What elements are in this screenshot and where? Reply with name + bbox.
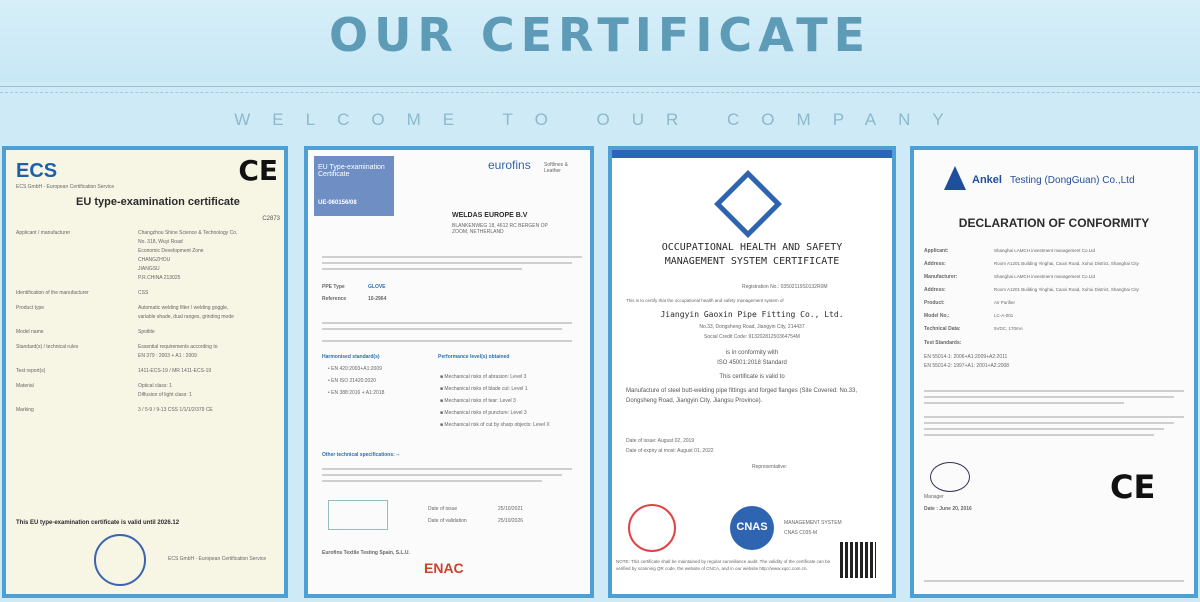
doc-date: Date : June 20, 2016 <box>924 506 972 512</box>
date-of-issue: Date of issue: August 02, 2019 <box>626 438 695 444</box>
red-seal-stamp <box>628 504 676 552</box>
level-item: ■ Mechanical risks of tear: Level 3 <box>440 398 516 404</box>
standard-item: • EN 388:2016 + A1:2018 <box>328 390 385 396</box>
company-name: WELDAS EUROPE B.V <box>452 212 528 219</box>
ce-mark: CE <box>238 154 278 187</box>
eurofins-logo-subtitle: Softlines & Leather <box>544 162 568 174</box>
qr-code-icon[interactable] <box>840 542 876 578</box>
field-value: CHANGZHOU <box>138 257 171 263</box>
field-value: Optical class: 1 <box>138 383 172 389</box>
date-of-expiry: Date of expiry at most: August 01, 2022 <box>626 448 714 454</box>
ecs-heading: EU type-examination certificate <box>76 196 240 208</box>
text-line <box>322 480 542 482</box>
text-line <box>924 434 1154 436</box>
level-item: ■ Mechanical risks of blade cut: Level 1 <box>440 386 528 392</box>
certificate-card-eurofins[interactable] <box>304 146 594 598</box>
other-specs: Other technical specifications: -- <box>322 452 400 458</box>
eurofins-footer: Eurofins Textile Testing Spain, S.L.U. <box>322 550 410 556</box>
test-standard-item: EN 55014-2: 1997+A1: 2001+A2:2008 <box>924 363 1010 369</box>
signature-box <box>328 500 388 530</box>
cnas-number: CNAS C035-M <box>784 530 818 536</box>
field-value: Essential requirements according to <box>138 344 218 350</box>
doc-heading: DECLARATION OF CONFORMITY <box>958 216 1150 230</box>
field-label: Applicant: <box>924 248 949 254</box>
badge-number: UE-060156/08 <box>318 200 357 206</box>
credit-code: Social Credit Code: 91320281250364754M <box>704 334 800 340</box>
certificate-scope: Manufacture of steel butt-welding pipe fittings and forged flanges (Site Covered: No.33, Dongsheng Road, Jiangyin City, Jiangsu Province). <box>626 388 858 404</box>
cnas-caption: MANAGEMENT SYSTEM <box>784 520 842 526</box>
level-item: ■ Mechanical risk of cut by sharp objects: Level X <box>440 422 550 428</box>
divider <box>0 86 1200 87</box>
ecs-seal-stamp <box>94 534 146 586</box>
standards-heading: Harmonised standard(s) <box>322 354 380 360</box>
company-address: BLANKENWEG 18, 4612 RC BERGEN OP ZOOM, NETHERLAND <box>452 223 548 235</box>
level-item: ■ Mechanical risks of puncture: Level 3 <box>440 410 527 416</box>
field-value: CSS <box>138 290 149 296</box>
representative-label: Representative: <box>752 464 788 470</box>
field-label: Identification of the manufacturer <box>16 290 89 296</box>
field-value: LC-A-001 <box>994 313 1014 318</box>
signature-mark <box>930 462 970 492</box>
ecs-footer: ECS GmbH - European Certification Service <box>168 556 267 562</box>
level-item: ■ Mechanical risks of abrasion: Level 3 <box>440 374 527 380</box>
field-value: Room A1201 Building Yinghai, Caoxi Road, Xuhui District, Shanghai City <box>994 287 1139 292</box>
ohs-company: Jiangyin Gaoxin Pipe Fitting Co., Ltd. <box>660 310 844 319</box>
field-value: Automatic welding filter / welding goggle, <box>138 305 229 311</box>
field-label: Material <box>16 383 34 389</box>
field-value: Economic Development Zone <box>138 248 204 254</box>
ankel-company: Testing (DongGuan) Co.,Ltd <box>1010 175 1135 186</box>
date-issue: 25/10/2021 <box>498 506 524 512</box>
field-label: Address: <box>924 287 946 293</box>
ecs-logo-subtitle: ECS GmbH - European Certification Service <box>16 184 115 190</box>
badge-title: EU Type-examination Certificate <box>318 164 385 178</box>
text-line <box>924 422 1174 424</box>
footer-line <box>924 580 1184 582</box>
field-label: Model No.: <box>924 313 950 319</box>
field-label: Model name <box>16 329 44 335</box>
text-line <box>322 322 572 324</box>
registration-number: Registration No.: 03502119S0132R0M <box>742 284 828 290</box>
field-value: 3 / 5-9 / 9-13 CSS 1/1/1/2/379 CE <box>138 407 213 413</box>
field-label: Applicant / manufacturer <box>16 230 71 236</box>
certificate-card-ankel[interactable] <box>910 146 1198 598</box>
standard-item: • EN 420:2003+A1:2009 <box>328 366 382 372</box>
field-value: Diffusion of light class: 1 <box>138 392 192 398</box>
text-line <box>924 396 1174 398</box>
signer-title: Manager <box>924 494 944 500</box>
field-value: JIANGSU <box>138 266 160 272</box>
standard-item: • EN ISO 21420:2020 <box>328 378 376 384</box>
test-standards-heading: Test Standards: <box>924 340 962 346</box>
text-line <box>924 390 1184 392</box>
field-value: Air Purifier <box>994 300 1016 305</box>
date-issue-label: Date of issue <box>428 506 458 512</box>
field-label: Test report(s) <box>16 368 46 374</box>
certify-line: This is to certify that the occupational health and safety management system of <box>626 298 784 303</box>
page-subtitle: WELCOME TO OUR COMPANY <box>234 110 966 129</box>
field-value: variable shade, dual ranges, grinding mode <box>138 314 234 320</box>
field-label: Marking <box>16 407 34 413</box>
field-value: 5VDC, 170mA <box>994 326 1023 331</box>
text-line <box>924 416 1184 418</box>
text-line <box>322 474 562 476</box>
divider-dashed <box>0 92 1200 93</box>
certifier-logo-icon <box>714 170 782 238</box>
field-value: Spotlite <box>138 329 155 335</box>
eurofins-logo: eurofins <box>488 158 531 172</box>
certificate-card-ohs[interactable] <box>608 146 896 598</box>
field-label: Address: <box>924 261 946 267</box>
field-value: No. 318, Wuyi Road <box>138 239 183 245</box>
field-value: 1411-ECS-19 / MR 1411-ECS-19 <box>138 368 212 374</box>
ppe-type: GLOVE <box>368 284 386 290</box>
ankel-logo-icon <box>944 166 966 190</box>
ohs-address: No.33, Dongsheng Road, Jiangyin City, 214437 <box>699 324 805 330</box>
field-label: Standard(s) / technical rules <box>16 344 79 350</box>
text-line <box>322 262 572 264</box>
page-title: OUR CERTIFICATE <box>328 8 872 62</box>
test-standard-item: EN 55014-1: 2006+A1:2009+A2:2011 <box>924 354 1008 360</box>
ecs-validity: This EU type-examination certificate is valid until 2026.12 <box>16 520 180 526</box>
reference-label: Reference <box>322 296 347 302</box>
field-label: Manufacturer: <box>924 274 958 280</box>
field-value: Room A1201 Building Yinghai, Caoxi Road, Xuhui District, Shanghai City <box>994 261 1139 266</box>
text-line <box>322 328 562 330</box>
text-line <box>322 468 572 470</box>
field-value: Shanghai LAMCH investment management Co.Ltd <box>994 248 1096 253</box>
iso-standard: ISO 45001:2018 Standard <box>717 360 787 366</box>
valid-line: This certificate is valid to <box>719 374 785 380</box>
field-label: Product type <box>16 305 45 311</box>
text-line <box>322 340 572 342</box>
text-line <box>322 268 522 270</box>
ohs-heading-line1: OCCUPATIONAL HEALTH AND SAFETY <box>661 242 843 253</box>
ppe-type-label: PPE Type <box>322 284 345 290</box>
ohs-note: NOTE: This certificate shall be maintained by regular surveillance audit. The validity of the certificate can be verified by scanning QR code, the website of CNCA, and in our website http://www.xqcc.com.cn. <box>616 559 831 571</box>
text-line <box>322 256 582 258</box>
cnas-logo: CNAS <box>736 521 768 533</box>
levels-heading: Performance level(s) obtained <box>438 354 510 360</box>
ecs-number: C2873 <box>262 216 280 222</box>
conformity-line: is in conformity with <box>725 350 779 356</box>
text-line <box>924 428 1164 430</box>
reference-value: 10-2964 <box>368 296 387 302</box>
ohs-heading-line2: MANAGEMENT SYSTEM CERTIFICATE <box>664 256 840 267</box>
date-valid-label: Date of validation <box>428 518 467 524</box>
field-label: Technical Data: <box>924 326 961 332</box>
certificate-card-ecs[interactable] <box>2 146 288 598</box>
ankel-logo: Ankel <box>972 174 1002 186</box>
field-value: EN 379 : 2003 + A1 : 2009 <box>138 353 197 359</box>
field-value: P.R.CHINA 213025 <box>138 275 181 281</box>
text-line <box>924 402 1124 404</box>
field-label: Product: <box>924 300 945 306</box>
ce-mark: CE <box>1110 468 1156 506</box>
date-valid: 25/10/2026 <box>498 518 524 524</box>
field-value: Changzhou Shine Science & Technology Co. <box>138 230 238 236</box>
field-value: Shanghai LAMCH investment management Co.Ltd <box>994 274 1096 279</box>
enac-logo: ENAC <box>424 560 464 576</box>
ecs-logo: ECS <box>16 160 58 182</box>
